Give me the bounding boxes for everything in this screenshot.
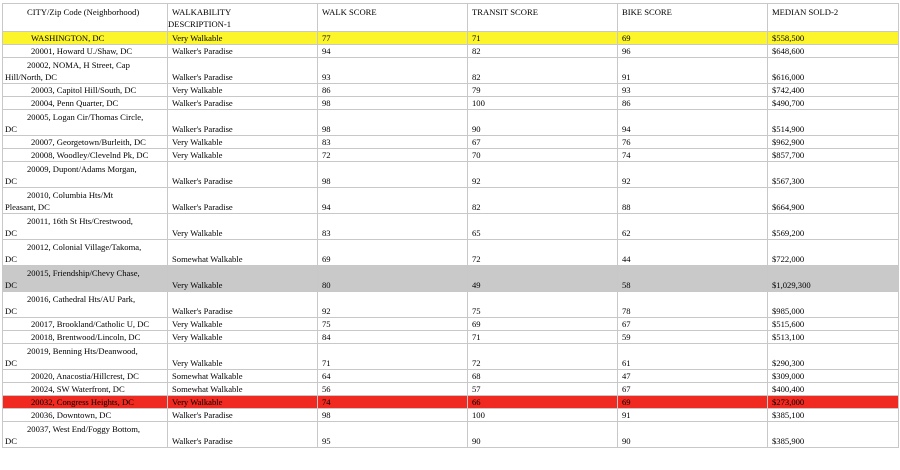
cell-bike-score[interactable]: 90 <box>618 422 768 448</box>
cell-transit-score[interactable]: 68 <box>468 370 618 383</box>
cell-walk-score[interactable]: 64 <box>318 370 468 383</box>
cell-city-line1: 20002, NOMA, H Street, Cap <box>27 60 130 70</box>
cell-bike-score[interactable]: 69 <box>618 396 768 409</box>
cell-median-sold[interactable]: $569,200 <box>768 214 899 240</box>
cell-transit-score[interactable]: 72 <box>468 240 618 266</box>
cell-walkability-description[interactable]: Somewhat Walkable <box>168 383 318 396</box>
table-row[interactable] <box>3 188 899 214</box>
cell-transit-score[interactable]: 69 <box>468 318 618 331</box>
table-row[interactable] <box>3 344 899 370</box>
cell-walkability-description[interactable]: Very Walkable <box>168 32 318 45</box>
cell-bike-score[interactable]: 44 <box>618 240 768 266</box>
cell-city[interactable] <box>3 110 168 136</box>
cell-city-line2: DC <box>5 254 17 264</box>
cell-city-line1: 20016, Cathedral Hts/AU Park, <box>27 294 136 304</box>
cell-city[interactable] <box>3 396 168 409</box>
cell-median-sold[interactable]: $513,100 <box>768 331 899 344</box>
table-row[interactable] <box>3 97 899 110</box>
cell-transit-score[interactable]: 90 <box>468 110 618 136</box>
cell-city-line1: 20009, Dupont/Adams Morgan, <box>27 164 137 174</box>
cell-walkability-description[interactable]: Very Walkable <box>168 344 318 370</box>
header-bike-score[interactable]: BIKE SCORE <box>618 4 768 32</box>
cell-city-line2: DC <box>5 228 17 238</box>
cell-transit-score[interactable]: 90 <box>468 422 618 448</box>
cell-bike-score[interactable]: 92 <box>618 162 768 188</box>
cell-city-line1: 20011, 16th St Hts/Crestwood, <box>27 216 133 226</box>
cell-median-sold[interactable]: $514,900 <box>768 110 899 136</box>
cell-transit-score[interactable]: 82 <box>468 58 618 84</box>
cell-median-sold[interactable]: $558,500 <box>768 32 899 45</box>
cell-city-line2: DC <box>5 306 17 316</box>
cell-city-line2: Pleasant, DC <box>5 202 50 212</box>
cell-city[interactable] <box>3 344 168 370</box>
cell-walk-score[interactable]: 80 <box>318 266 468 292</box>
header-median-sold[interactable]: MEDIAN SOLD-2 <box>768 4 899 32</box>
cell-city[interactable] <box>3 292 168 318</box>
cell-bike-score[interactable]: 91 <box>618 58 768 84</box>
cell-city-line1: 20020, Anacostia/Hillcrest, DC <box>31 371 139 381</box>
cell-transit-score[interactable]: 71 <box>468 331 618 344</box>
cell-walk-score[interactable]: 75 <box>318 318 468 331</box>
cell-city-line1: 20003, Capitol Hill/South, DC <box>31 85 137 95</box>
cell-transit-score[interactable]: 65 <box>468 214 618 240</box>
table-row[interactable] <box>3 149 899 162</box>
cell-walk-score[interactable]: 95 <box>318 422 468 448</box>
cell-city-line1: 20008, Woodley/Clevelnd Pk, DC <box>31 150 149 160</box>
cell-median-sold[interactable]: $515,600 <box>768 318 899 331</box>
cell-transit-score[interactable]: 67 <box>468 136 618 149</box>
cell-city[interactable] <box>3 188 168 214</box>
cell-city[interactable] <box>3 149 168 162</box>
cell-walk-score[interactable]: 56 <box>318 383 468 396</box>
cell-city-line2: DC <box>5 436 17 446</box>
cell-transit-score[interactable]: 72 <box>468 344 618 370</box>
table-row[interactable] <box>3 32 899 45</box>
cell-walk-score[interactable]: 83 <box>318 136 468 149</box>
cell-median-sold[interactable]: $385,900 <box>768 422 899 448</box>
cell-transit-score[interactable]: 82 <box>468 45 618 58</box>
cell-walk-score[interactable]: 74 <box>318 396 468 409</box>
table-row[interactable] <box>3 162 899 188</box>
cell-walkability-description[interactable]: Very Walkable <box>168 331 318 344</box>
header-city[interactable]: CITY/Zip Code (Neighborhood) <box>3 4 168 32</box>
table-body <box>3 32 899 448</box>
cell-city-line1: 20024, SW Waterfront, DC <box>31 384 125 394</box>
header-row <box>3 4 899 32</box>
cell-city-line1: 20001, Howard U./Shaw, DC <box>31 46 133 56</box>
cell-city[interactable] <box>3 136 168 149</box>
header-walkability-line1: WALKABILITY <box>172 7 232 17</box>
cell-bike-score[interactable]: 61 <box>618 344 768 370</box>
cell-median-sold[interactable]: $857,700 <box>768 149 899 162</box>
header-transit-score[interactable]: TRANSIT SCORE <box>468 4 618 32</box>
cell-walkability-description[interactable]: Walker's Paradise <box>168 45 318 58</box>
table-row[interactable] <box>3 84 899 97</box>
cell-walk-score[interactable]: 69 <box>318 240 468 266</box>
cell-walkability-description[interactable]: Very Walkable <box>168 136 318 149</box>
cell-bike-score[interactable]: 96 <box>618 45 768 58</box>
table-row[interactable] <box>3 214 899 240</box>
cell-walkability-description[interactable]: Very Walkable <box>168 266 318 292</box>
cell-transit-score[interactable]: 100 <box>468 97 618 110</box>
cell-median-sold[interactable]: $309,000 <box>768 370 899 383</box>
table-row[interactable] <box>3 110 899 136</box>
cell-walk-score[interactable]: 98 <box>318 110 468 136</box>
cell-city-line1: WASHINGTON, DC <box>31 33 105 43</box>
table-row[interactable] <box>3 266 899 292</box>
cell-city-line1: 20004, Penn Quarter, DC <box>31 98 119 108</box>
cell-city-line1: 20015, Friendship/Chevy Chase, <box>27 268 140 278</box>
cell-transit-score[interactable]: 70 <box>468 149 618 162</box>
cell-walkability-description[interactable]: Walker's Paradise <box>168 58 318 84</box>
walkability-table <box>2 3 899 448</box>
cell-city[interactable] <box>3 45 168 58</box>
cell-transit-score[interactable]: 75 <box>468 292 618 318</box>
cell-walkability-description[interactable]: Very Walkable <box>168 149 318 162</box>
cell-city[interactable] <box>3 331 168 344</box>
cell-median-sold[interactable]: $567,300 <box>768 162 899 188</box>
cell-transit-score[interactable]: 92 <box>468 162 618 188</box>
cell-bike-score[interactable]: 91 <box>618 409 768 422</box>
cell-bike-score[interactable]: 62 <box>618 214 768 240</box>
cell-bike-score[interactable]: 74 <box>618 149 768 162</box>
cell-median-sold[interactable]: $290,300 <box>768 344 899 370</box>
cell-transit-score[interactable]: 57 <box>468 383 618 396</box>
cell-city-line1: 20017, Brookland/Catholic U, DC <box>31 319 150 329</box>
cell-bike-score[interactable]: 76 <box>618 136 768 149</box>
cell-walk-score[interactable]: 71 <box>318 344 468 370</box>
table-row[interactable] <box>3 58 899 84</box>
cell-walkability-description[interactable]: Very Walkable <box>168 84 318 97</box>
cell-walkability-description[interactable]: Somewhat Walkable <box>168 370 318 383</box>
cell-bike-score[interactable]: 69 <box>618 32 768 45</box>
cell-walk-score[interactable]: 86 <box>318 84 468 97</box>
cell-bike-score[interactable]: 47 <box>618 370 768 383</box>
cell-bike-score[interactable]: 86 <box>618 97 768 110</box>
cell-city-line1: 20036, Downtown, DC <box>31 410 112 420</box>
table-header <box>3 4 899 32</box>
cell-walkability-description[interactable]: Walker's Paradise <box>168 97 318 110</box>
table-row[interactable] <box>3 240 899 266</box>
cell-walkability-description[interactable]: Walker's Paradise <box>168 110 318 136</box>
cell-bike-score[interactable]: 67 <box>618 383 768 396</box>
cell-city[interactable] <box>3 162 168 188</box>
cell-walk-score[interactable]: 98 <box>318 162 468 188</box>
cell-bike-score[interactable]: 78 <box>618 292 768 318</box>
header-walkability[interactable] <box>168 4 318 32</box>
cell-median-sold[interactable]: $490,700 <box>768 97 899 110</box>
cell-bike-score[interactable]: 67 <box>618 318 768 331</box>
table-row[interactable] <box>3 136 899 149</box>
cell-city-line2: DC <box>5 358 17 368</box>
cell-transit-score[interactable]: 66 <box>468 396 618 409</box>
cell-walk-score[interactable]: 92 <box>318 292 468 318</box>
cell-median-sold[interactable]: $742,400 <box>768 84 899 97</box>
cell-transit-score[interactable]: 82 <box>468 188 618 214</box>
cell-median-sold[interactable]: $1,029,300 <box>768 266 899 292</box>
cell-median-sold[interactable]: $664,900 <box>768 188 899 214</box>
cell-walkability-description[interactable]: Walker's Paradise <box>168 409 318 422</box>
table-row[interactable] <box>3 318 899 331</box>
cell-bike-score[interactable]: 88 <box>618 188 768 214</box>
cell-bike-score[interactable]: 59 <box>618 331 768 344</box>
cell-city[interactable] <box>3 214 168 240</box>
cell-walk-score[interactable]: 94 <box>318 188 468 214</box>
cell-median-sold[interactable]: $985,000 <box>768 292 899 318</box>
cell-city-line1: 20012, Colonial Village/Takoma, <box>27 242 142 252</box>
table-row[interactable] <box>3 292 899 318</box>
cell-median-sold[interactable]: $962,900 <box>768 136 899 149</box>
cell-city[interactable] <box>3 318 168 331</box>
cell-city-line1: 20018, Brentwood/Lincoln, DC <box>31 332 141 342</box>
cell-median-sold[interactable]: $648,600 <box>768 45 899 58</box>
cell-walk-score[interactable]: 98 <box>318 97 468 110</box>
cell-walk-score[interactable]: 94 <box>318 45 468 58</box>
cell-city[interactable] <box>3 409 168 422</box>
cell-city[interactable] <box>3 370 168 383</box>
cell-median-sold[interactable]: $273,000 <box>768 396 899 409</box>
cell-median-sold[interactable]: $400,400 <box>768 383 899 396</box>
cell-city[interactable] <box>3 97 168 110</box>
header-walkability-line2: DESCRIPTION-1 <box>168 19 232 29</box>
cell-city-line1: 20019, Benning Hts/Deanwood, <box>27 346 138 356</box>
cell-city[interactable] <box>3 383 168 396</box>
cell-walk-score[interactable]: 83 <box>318 214 468 240</box>
cell-walkability-description[interactable]: Walker's Paradise <box>168 292 318 318</box>
cell-city-line2: DC <box>5 176 17 186</box>
cell-median-sold[interactable]: $722,000 <box>768 240 899 266</box>
cell-walk-score[interactable]: 93 <box>318 58 468 84</box>
cell-walkability-description[interactable]: Walker's Paradise <box>168 162 318 188</box>
cell-city[interactable] <box>3 58 168 84</box>
cell-city-line1: 20032, Congress Heights, DC <box>31 397 134 407</box>
cell-transit-score[interactable]: 49 <box>468 266 618 292</box>
cell-bike-score[interactable]: 58 <box>618 266 768 292</box>
cell-city[interactable] <box>3 32 168 45</box>
cell-city[interactable] <box>3 84 168 97</box>
cell-median-sold[interactable]: $616,000 <box>768 58 899 84</box>
cell-city-line1: 20010, Columbia Hts/Mt <box>27 190 114 200</box>
cell-city-line1: 20037, West End/Foggy Bottom, <box>27 424 141 434</box>
cell-city-line1: 20007, Georgetown/Burleith, DC <box>31 137 146 147</box>
table-row[interactable] <box>3 383 899 396</box>
table-row[interactable] <box>3 45 899 58</box>
cell-city-line2: DC <box>5 124 17 134</box>
table-row[interactable] <box>3 396 899 409</box>
cell-bike-score[interactable]: 94 <box>618 110 768 136</box>
cell-city-line1: 20005, Logan Cir/Thomas Circle, <box>27 112 144 122</box>
cell-walk-score[interactable]: 77 <box>318 32 468 45</box>
cell-walkability-description[interactable]: Very Walkable <box>168 396 318 409</box>
cell-bike-score[interactable]: 93 <box>618 84 768 97</box>
cell-walkability-description[interactable]: Somewhat Walkable <box>168 240 318 266</box>
cell-transit-score[interactable]: 79 <box>468 84 618 97</box>
cell-city[interactable] <box>3 240 168 266</box>
cell-city[interactable] <box>3 266 168 292</box>
cell-walkability-description[interactable]: Walker's Paradise <box>168 422 318 448</box>
table-row[interactable] <box>3 370 899 383</box>
cell-walk-score[interactable]: 84 <box>318 331 468 344</box>
cell-city-line2: Hill/North, DC <box>5 72 58 82</box>
header-walk-score[interactable]: WALK SCORE <box>318 4 468 32</box>
cell-transit-score[interactable]: 71 <box>468 32 618 45</box>
cell-walk-score[interactable]: 98 <box>318 409 468 422</box>
cell-transit-score[interactable]: 100 <box>468 409 618 422</box>
cell-city-line2: DC <box>5 280 17 290</box>
cell-median-sold[interactable]: $385,100 <box>768 409 899 422</box>
cell-city[interactable] <box>3 422 168 448</box>
cell-walkability-description[interactable]: Very Walkable <box>168 318 318 331</box>
table-row[interactable] <box>3 422 899 448</box>
cell-walkability-description[interactable]: Walker's Paradise <box>168 188 318 214</box>
cell-walkability-description[interactable]: Very Walkable <box>168 214 318 240</box>
cell-walk-score[interactable]: 72 <box>318 149 468 162</box>
table-row[interactable] <box>3 409 899 422</box>
table-row[interactable] <box>3 331 899 344</box>
